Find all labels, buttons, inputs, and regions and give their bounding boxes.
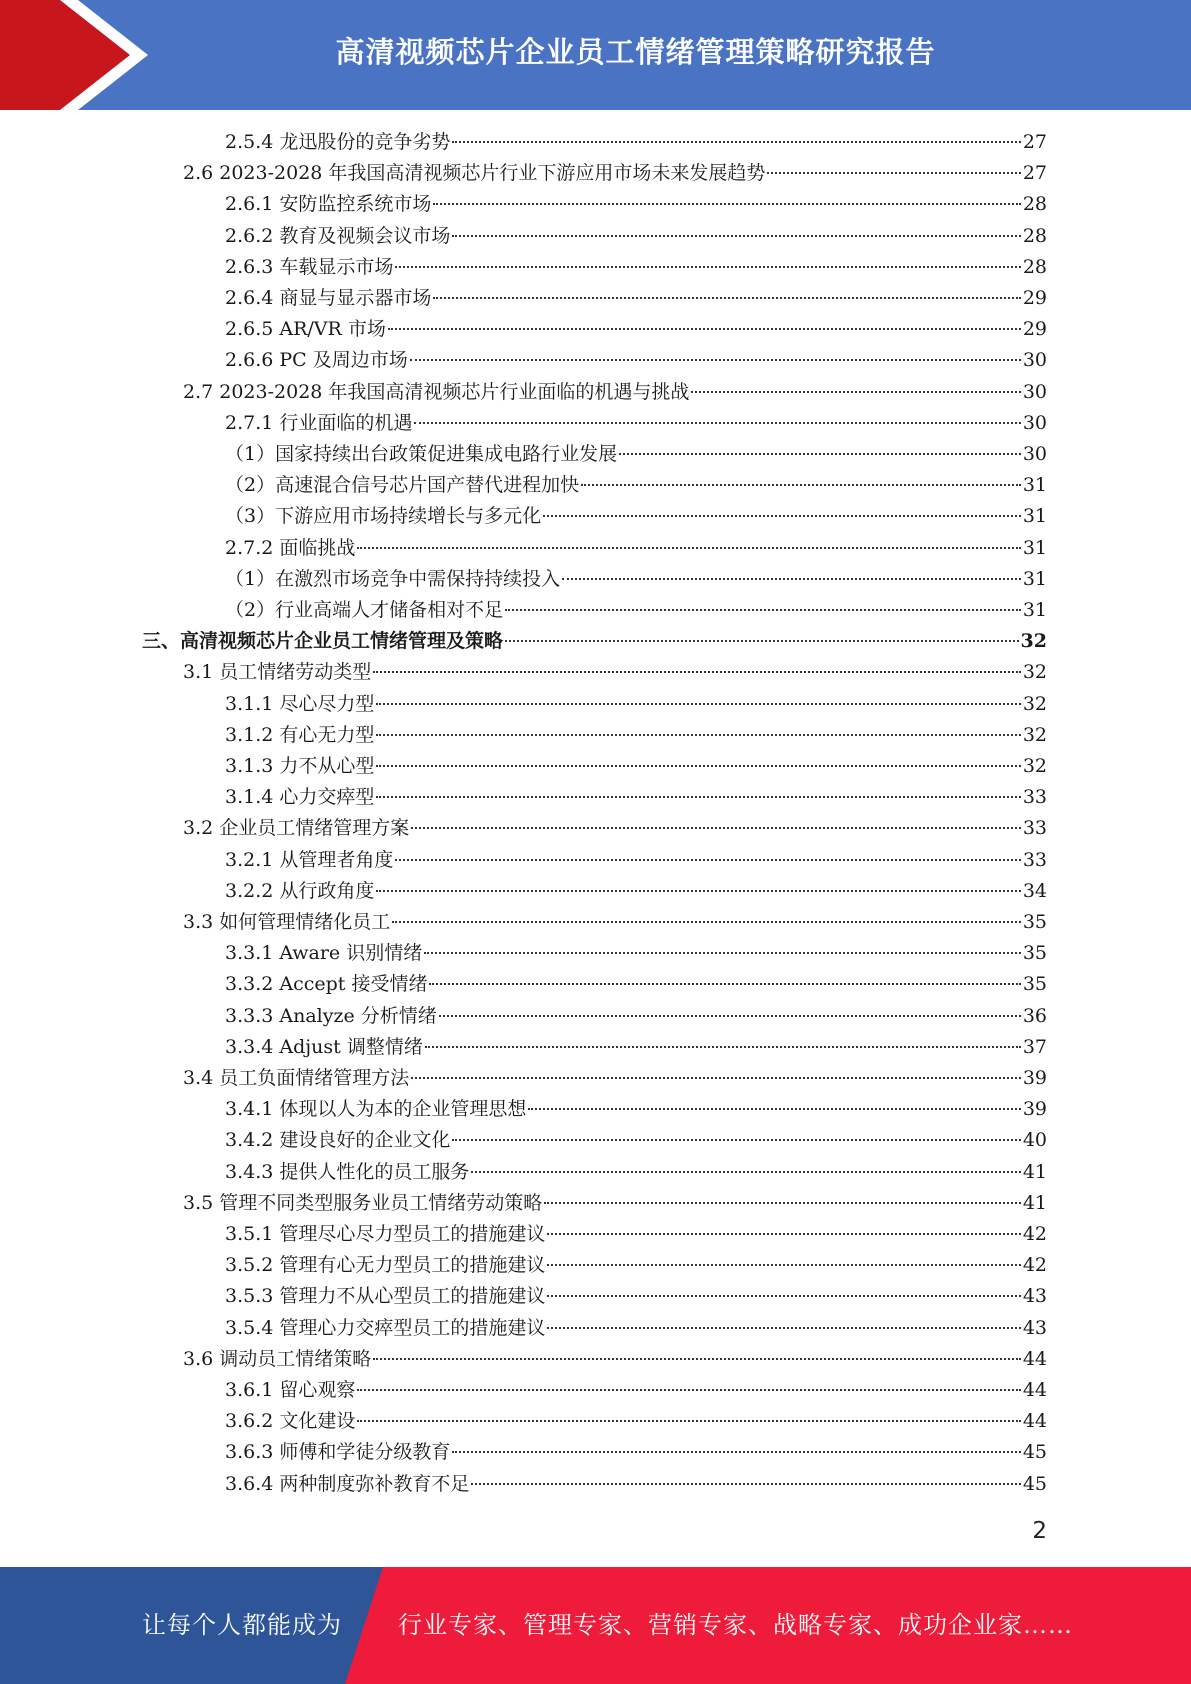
- toc-entry[interactable]: [183, 657, 1047, 687]
- chevron-arrow-icon: [0, 0, 160, 110]
- toc-dot-leader: [562, 578, 1021, 580]
- toc-entry-page: 28: [1022, 255, 1047, 278]
- toc-entry-title: 3.3.4 Adjust 调整情绪: [225, 1035, 423, 1058]
- toc-entry-page: 44: [1022, 1347, 1047, 1370]
- toc-dot-leader: [505, 609, 1021, 611]
- footer-slogan-right: 行业专家、管理专家、营销专家、战略专家、成功企业家……: [398, 1611, 1073, 1639]
- toc-entry-page: 31: [1022, 599, 1047, 621]
- toc-entry-page: 27: [1022, 162, 1047, 185]
- toc-entry-page: 28: [1022, 224, 1047, 247]
- toc-entry-page: 44: [1022, 1410, 1047, 1433]
- toc-entry-title: 2.6.5 AR/VR 市场: [225, 318, 386, 341]
- toc-entry-page: 31: [1022, 505, 1047, 528]
- toc-entry[interactable]: [225, 1094, 1047, 1124]
- toc-dot-leader: [429, 983, 1020, 985]
- toc-dot-leader: [376, 734, 1020, 736]
- toc-entry[interactable]: [225, 501, 1047, 531]
- toc-dot-leader: [424, 952, 1021, 954]
- toc-entry-title: 3.6.3 师傅和学徒分级教育: [225, 1441, 451, 1464]
- toc-entry-page: 32: [1020, 630, 1047, 653]
- toc-entry[interactable]: [225, 1406, 1047, 1436]
- toc-dot-leader: [410, 359, 1021, 361]
- toc-entry[interactable]: [225, 470, 1047, 500]
- toc-entry-title: 3.5.3 管理力不从心型员工的措施建议: [225, 1285, 546, 1308]
- toc-entry[interactable]: [225, 751, 1047, 781]
- toc-entry[interactable]: [225, 533, 1047, 563]
- toc-entry-title: 3.5.2 管理有心无力型员工的措施建议: [225, 1254, 546, 1277]
- footer-slogan-left: 让每个人都能成为: [142, 1611, 342, 1639]
- toc-dot-leader: [543, 515, 1021, 517]
- toc-entry[interactable]: [225, 720, 1047, 750]
- toc-entry-title: 3.6 调动员工情绪策略: [183, 1347, 372, 1370]
- toc-entry-title: 2.6.4 商显与显示器市场: [225, 287, 432, 309]
- toc-dot-leader: [373, 1358, 1021, 1360]
- toc-entry-title: 3.4.3 提供人性化的员工服务: [225, 1160, 470, 1183]
- toc-entry[interactable]: [225, 564, 1047, 594]
- toc-entry-page: 30: [1022, 380, 1047, 403]
- toc-entry-page: 35: [1022, 973, 1047, 996]
- toc-entry-page: 33: [1022, 786, 1047, 809]
- toc-entry-page: 45: [1022, 1472, 1047, 1495]
- toc-dot-leader: [471, 1483, 1020, 1485]
- toc-entry-page: 31: [1022, 567, 1047, 590]
- toc-entry-page: 32: [1022, 755, 1047, 777]
- toc-entry-page: 34: [1022, 879, 1047, 902]
- toc-entry-title: 3.2.2 从行政角度: [225, 879, 375, 902]
- toc-entry[interactable]: [225, 127, 1047, 157]
- toc-entry-page: 44: [1022, 1379, 1047, 1401]
- toc-dot-leader: [433, 297, 1020, 299]
- toc-entry-page: 31: [1022, 474, 1047, 497]
- toc-dot-leader: [376, 890, 1020, 892]
- toc-entry[interactable]: [225, 189, 1047, 219]
- toc-entry-page: 30: [1022, 349, 1047, 372]
- toc-dot-leader: [373, 671, 1021, 673]
- toc-entry[interactable]: [225, 1313, 1047, 1343]
- toc-entry-title: 三、高清视频芯片企业员工情绪管理及策略: [142, 630, 504, 653]
- toc-dot-leader: [547, 1327, 1020, 1329]
- toc-dot-leader: [411, 827, 1021, 829]
- toc-entry-title: 3.4.2 建设良好的企业文化: [225, 1129, 451, 1152]
- toc-entry[interactable]: [225, 1375, 1047, 1405]
- toc-entry-page: 42: [1022, 1254, 1047, 1277]
- toc-entry-title: 3.2 企业员工情绪管理方案: [183, 817, 410, 840]
- toc-entry-page: 39: [1022, 1098, 1047, 1121]
- page-header: [0, 0, 1191, 110]
- toc-dot-leader: [544, 1202, 1021, 1204]
- toc-dot-leader: [357, 547, 1020, 549]
- toc-dot-leader: [433, 203, 1020, 205]
- toc-entry[interactable]: [225, 345, 1047, 375]
- toc-entry-title: 3.4.1 体现以人为本的企业管理思想: [225, 1098, 527, 1121]
- toc-dot-leader: [395, 859, 1020, 861]
- toc-entry[interactable]: [225, 1469, 1047, 1499]
- toc-entry-title: 3.1.1 尽心尽力型: [225, 692, 375, 715]
- toc-entry-page: 43: [1022, 1316, 1047, 1339]
- toc-dot-leader: [452, 235, 1020, 237]
- toc-entry-title: 2.6.2 教育及视频会议市场: [225, 224, 451, 247]
- toc-entry[interactable]: [225, 1437, 1047, 1467]
- toc-entry-title: 3.6.4 两种制度弥补教育不足: [225, 1472, 470, 1495]
- toc-entry-title: 3.1.2 有心无力型: [225, 723, 375, 746]
- toc-dot-leader: [581, 484, 1021, 486]
- toc-dot-leader: [547, 1233, 1020, 1235]
- toc-entry-page: 36: [1022, 1004, 1047, 1027]
- toc-dot-leader: [452, 141, 1020, 143]
- toc-entry-page: 31: [1022, 536, 1047, 559]
- toc-entry-title: 3.1.4 心力交瘁型: [225, 786, 375, 809]
- toc-entry[interactable]: [225, 845, 1047, 875]
- toc-entry-page: 29: [1022, 287, 1047, 309]
- toc-entry-title: （2）行业高端人才储备相对不足: [225, 599, 504, 621]
- toc-entry-page: 45: [1022, 1441, 1047, 1464]
- toc-dot-leader: [691, 391, 1020, 393]
- toc-dot-leader: [357, 1420, 1020, 1422]
- toc-entry-title: 3.2.1 从管理者角度: [225, 848, 394, 871]
- page-footer: [0, 1567, 1191, 1684]
- toc-entry[interactable]: [183, 907, 1047, 937]
- toc-entry-title: （1）在激烈市场竞争中需保持持续投入: [225, 567, 561, 590]
- toc-dot-leader: [452, 1139, 1020, 1141]
- toc-dot-leader: [767, 172, 1020, 174]
- toc-entry[interactable]: [225, 1001, 1047, 1031]
- toc-entry-page: 29: [1022, 318, 1047, 341]
- toc-dot-leader: [547, 1295, 1020, 1297]
- toc-entry-page: 41: [1022, 1191, 1047, 1214]
- toc-entry[interactable]: [225, 439, 1047, 469]
- toc-dot-leader: [414, 422, 1020, 424]
- toc-entry-page: 37: [1022, 1035, 1047, 1058]
- toc-entry-page: 35: [1022, 942, 1047, 965]
- toc-entry[interactable]: [183, 377, 1047, 407]
- toc-entry-title: 2.7.1 行业面临的机遇: [225, 411, 413, 434]
- toc-entry[interactable]: [225, 1281, 1047, 1311]
- toc-entry-title: 3.1 员工情绪劳动类型: [183, 661, 372, 684]
- toc-entry[interactable]: [225, 314, 1047, 344]
- toc-entry[interactable]: [225, 1219, 1047, 1249]
- toc-entry-title: 2.6.1 安防监控系统市场: [225, 193, 432, 216]
- toc-entry[interactable]: [225, 1157, 1047, 1187]
- toc-entry[interactable]: [225, 252, 1047, 282]
- toc-entry-title: 2.6 2023-2028 年我国高清视频芯片行业下游应用市场未来发展趋势: [183, 162, 766, 185]
- toc-dot-leader: [376, 796, 1020, 798]
- toc-dot-leader: [388, 328, 1021, 330]
- toc-dot-leader: [528, 1108, 1020, 1110]
- toc-entry-title: 3.3.1 Aware 识别情绪: [225, 942, 423, 965]
- toc-entry-page: 32: [1022, 692, 1047, 715]
- toc-entry[interactable]: [225, 782, 1047, 812]
- toc-entry-page: 30: [1022, 411, 1047, 434]
- toc-entry[interactable]: [225, 876, 1047, 906]
- toc-entry-title: 3.3.3 Analyze 分析情绪: [225, 1004, 437, 1027]
- toc-entry[interactable]: [225, 1032, 1047, 1062]
- toc-dot-leader: [547, 1264, 1020, 1266]
- toc-entry[interactable]: [225, 221, 1047, 251]
- toc-entry[interactable]: [225, 938, 1047, 968]
- toc-entry-title: 3.3 如何管理情绪化员工: [183, 911, 391, 933]
- toc-entry-title: （1）国家持续出台政策促进集成电路行业发展: [225, 443, 618, 465]
- toc-entry-title: （3）下游应用市场持续增长与多元化: [225, 505, 542, 528]
- toc-entry[interactable]: [183, 158, 1047, 188]
- toc-entry-title: 3.5.4 管理心力交瘁型员工的措施建议: [225, 1316, 546, 1339]
- toc-entry-title: 3.6.2 文化建设: [225, 1410, 356, 1433]
- toc-entry-title: 2.7 2023-2028 年我国高清视频芯片行业面临的机遇与挑战: [183, 380, 690, 403]
- toc-entry-page: 42: [1022, 1223, 1047, 1245]
- toc-entry-title: 3.1.3 力不从心型: [225, 755, 375, 777]
- toc-entry[interactable]: [225, 408, 1047, 438]
- toc-entry-page: 41: [1022, 1160, 1047, 1183]
- toc-entry-title: 3.3.2 Accept 接受情绪: [225, 973, 428, 996]
- toc-entry[interactable]: [225, 595, 1047, 625]
- toc-entry[interactable]: [225, 689, 1047, 719]
- toc-entry-page: 33: [1022, 817, 1047, 840]
- toc-entry-title: 3.5.1 管理尽心尽力型员工的措施建议: [225, 1223, 546, 1245]
- toc-dot-leader: [505, 640, 1019, 642]
- toc-entry[interactable]: [183, 1188, 1047, 1218]
- report-title: 高清视频芯片企业员工情绪管理策略研究报告: [335, 34, 936, 69]
- toc-dot-leader: [439, 1015, 1021, 1017]
- toc-entry[interactable]: [225, 283, 1047, 313]
- toc-dot-leader: [411, 1077, 1021, 1079]
- toc-entry-page: 30: [1022, 443, 1047, 465]
- toc-dot-leader: [452, 1451, 1020, 1453]
- toc-entry-page: 43: [1022, 1285, 1047, 1308]
- toc-dot-leader: [425, 1046, 1021, 1048]
- toc-entry-title: 2.7.2 面临挑战: [225, 536, 356, 559]
- toc-entry-title: 3.6.1 留心观察: [225, 1379, 356, 1401]
- toc-entry-page: 39: [1022, 1067, 1047, 1089]
- toc-entry[interactable]: [142, 626, 1047, 656]
- toc-entry-title: 2.5.4 龙迅股份的竞争劣势: [225, 131, 451, 153]
- toc-entry-page: 33: [1022, 848, 1047, 871]
- toc-entry-title: 3.5 管理不同类型服务业员工情绪劳动策略: [183, 1191, 543, 1214]
- toc-entry-title: 2.6.6 PC 及周边市场: [225, 349, 408, 372]
- toc-dot-leader: [376, 765, 1020, 767]
- toc-dot-leader: [619, 453, 1021, 455]
- toc-entry[interactable]: [183, 1344, 1047, 1374]
- toc-entry-page: 27: [1022, 131, 1047, 153]
- toc-entry-page: 32: [1022, 723, 1047, 746]
- toc-entry-page: 40: [1022, 1129, 1047, 1152]
- toc-entry[interactable]: [225, 1250, 1047, 1280]
- toc-entry-page: 35: [1022, 911, 1047, 933]
- toc-entry-title: （2）高速混合信号芯片国产替代进程加快: [225, 474, 580, 497]
- toc-dot-leader: [471, 1171, 1020, 1173]
- toc-entry[interactable]: [225, 969, 1047, 999]
- toc-entry[interactable]: [183, 813, 1047, 843]
- toc-entry-title: 2.6.3 车载显示市场: [225, 255, 394, 278]
- toc-entry-title: 3.4 员工负面情绪管理方法: [183, 1067, 410, 1089]
- toc-entry-page: 32: [1022, 661, 1047, 684]
- toc-dot-leader: [392, 921, 1021, 923]
- page-number: 2: [1032, 1518, 1047, 1544]
- toc-dot-leader: [395, 266, 1020, 268]
- toc-dot-leader: [376, 703, 1020, 705]
- toc-dot-leader: [357, 1389, 1020, 1391]
- toc-entry[interactable]: [183, 1063, 1047, 1093]
- toc-entry-page: 28: [1022, 193, 1047, 216]
- toc-entry[interactable]: [225, 1125, 1047, 1155]
